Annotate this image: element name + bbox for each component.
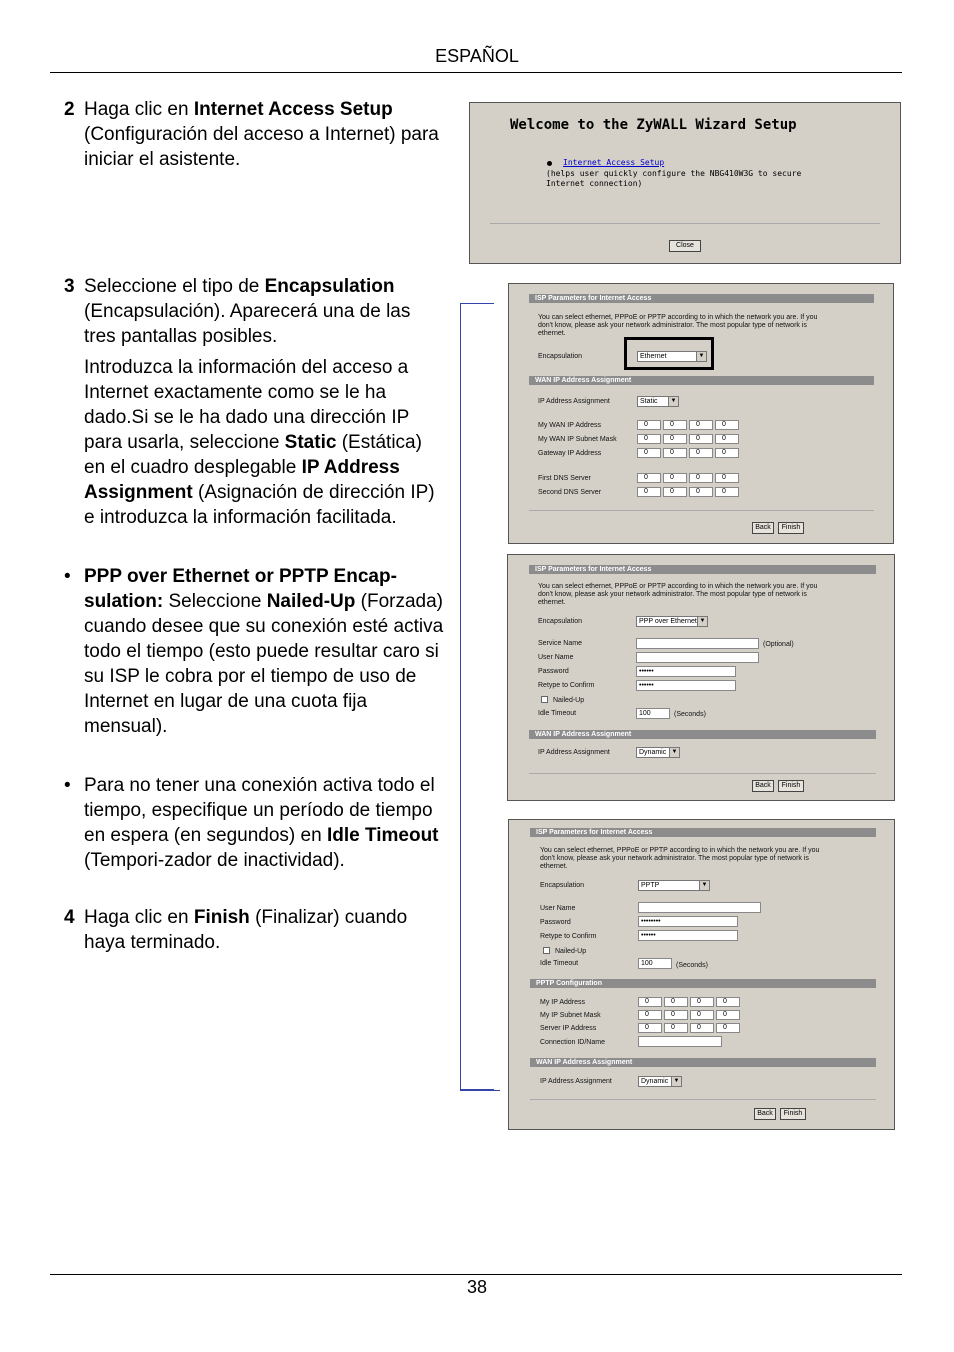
bullet-2-text: Para no tener una conexión activa todo el tiempo, especifique un período de tiempo en espera (en segundos) en Idle Timeout (Tempori-zador de inactividad). [84, 775, 439, 871]
isp-parameters-bar: ISP Parameters for Internet Access [529, 565, 876, 574]
ethernet-encapsulation-screen [508, 283, 894, 544]
page-number: 38 [466, 1277, 488, 1297]
pptp-configuration-bar: PPTP Configuration [530, 979, 876, 988]
seconds-label: (Seconds) [674, 711, 706, 718]
my-ip-label: My IP Address [540, 999, 586, 1006]
my-wan-ip-label: My WAN IP Address [538, 422, 602, 429]
gateway-label: Gateway IP Address [538, 450, 602, 457]
header-rule [50, 72, 902, 73]
password-label: Password [540, 919, 571, 926]
close-button[interactable]: Close [669, 240, 701, 252]
encapsulation-select[interactable]: PPP over Ethernet ▼ [636, 616, 708, 627]
step-2-text: Haga clic en Internet Access Setup (Configuración del acceso a Internet) para iniciar el asistente. [84, 99, 439, 170]
intro-line3: ethernet. [540, 863, 568, 870]
divider [529, 510, 874, 511]
idle-timeout-label: Idle Timeout [538, 710, 577, 717]
chevron-down-icon: ▼ [671, 1077, 681, 1086]
chevron-down-icon: ▼ [669, 748, 679, 757]
back-button[interactable]: Back [752, 780, 774, 792]
connection-id-label: Connection ID/Name [540, 1039, 605, 1046]
retype-label: Retype to Confirm [540, 933, 597, 940]
bullet-2-marker: • [64, 775, 71, 796]
retype-input[interactable]: •••••• [636, 680, 736, 691]
password-label: Password [538, 668, 569, 675]
my-mask-field[interactable]: 0 0 0 0 [638, 1010, 740, 1020]
ip-assignment-select[interactable]: Static ▼ [637, 396, 679, 407]
footer-rule [50, 1274, 902, 1275]
intro-line2: don't know, please ask your network administrator. The most popular type of network is [538, 322, 807, 329]
intro-line1: You can select ethernet, PPPoE or PPTP according to in which the network you are. If you [538, 583, 818, 590]
ip-assignment-label: IP Address Assignment [538, 398, 610, 405]
password-input[interactable]: •••••• [636, 666, 736, 677]
back-button[interactable]: Back [754, 1108, 776, 1120]
user-name-label: User Name [538, 654, 574, 661]
isp-parameters-bar: ISP Parameters for Internet Access [529, 294, 874, 303]
divider [530, 1099, 876, 1100]
gateway-field[interactable]: 0 0 0 0 [637, 448, 739, 458]
internet-access-setup-link[interactable]: Internet Access Setup [563, 158, 665, 167]
wan-ip-bar: WAN IP Address Assignment [529, 376, 874, 385]
first-dns-field[interactable]: 0 0 0 0 [637, 473, 739, 483]
divider [529, 773, 876, 774]
encapsulation-label: Encapsulation [538, 618, 582, 625]
wizard-title: Welcome to the ZyWALL Wizard Setup [510, 117, 797, 133]
seconds-label: (Seconds) [676, 962, 708, 969]
my-wan-mask-label: My WAN IP Subnet Mask [538, 436, 617, 443]
nailed-up-label: Nailed-Up [555, 948, 587, 955]
intro-line3: ethernet. [538, 330, 566, 337]
wan-ip-bar: WAN IP Address Assignment [529, 730, 876, 739]
my-ip-field[interactable]: 0 0 0 0 [638, 997, 740, 1007]
intro-line1: You can select ethernet, PPPoE or PPTP according to in which the network you are. If you [540, 847, 820, 854]
isp-parameters-bar: ISP Parameters for Internet Access [530, 828, 876, 837]
ip-assignment-select[interactable]: Dynamic ▼ [638, 1076, 682, 1087]
optional-label: (Optional) [763, 641, 794, 648]
user-name-label: User Name [540, 905, 576, 912]
bullet-1-text: PPP over Ethernet or PPTP Encap-sulation: Seleccione Nailed-Up (Forzada) cuando desee que su conexión esté activa todo el tiempo (esto puede resultar caro si su ISP le cobra por el tiempo de uso de Internet en lugar de una cuota fija mensual). [84, 566, 444, 737]
password-input[interactable]: •••••••• [638, 916, 738, 927]
wan-ip-bar: WAN IP Address Assignment [530, 1058, 876, 1067]
server-ip-label: Server IP Address [540, 1025, 597, 1032]
chevron-down-icon: ▼ [699, 881, 709, 890]
idle-timeout-input[interactable]: 100 [638, 958, 672, 969]
nailed-up-checkbox[interactable] [541, 696, 548, 703]
intro-line1: You can select ethernet, PPPoE or PPTP according to in which the network you are. If you [538, 314, 818, 321]
retype-input[interactable]: •••••• [638, 930, 738, 941]
pptp-encapsulation-screen [508, 819, 895, 1130]
second-dns-field[interactable]: 0 0 0 0 [637, 487, 739, 497]
connection-id-input[interactable] [638, 1036, 722, 1047]
first-dns-label: First DNS Server [538, 475, 591, 482]
step-4-text: Haga clic en Finish (Finalizar) cuando haya terminado. [84, 907, 408, 953]
nailed-up-checkbox[interactable] [543, 947, 550, 954]
wizard-divider [490, 223, 880, 224]
step-3-text: Seleccione el tipo de Encapsulation (Encapsulación). Aparecerá una de las tres pantallas posibles. [84, 276, 411, 347]
step-4-number: 4 [64, 907, 75, 928]
step-3-paragraph: Introduzca la información del acceso a Internet exactamente como se le ha dado.Si se le ha dado una dirección IP para usarla, seleccione Static (Estática) en el cuadro desplegable IP Address Assignment (Asignación de dirección IP) e introduzca la información facilitada. [84, 357, 435, 528]
user-name-input[interactable] [636, 652, 759, 663]
chevron-down-icon: ▼ [668, 397, 678, 406]
bracket-bottom-tick [460, 1090, 500, 1091]
step-2-number: 2 [64, 99, 75, 120]
bullet-1-marker: • [64, 566, 71, 587]
intro-line2: don't know, please ask your network administrator. The most popular type of network is [540, 855, 809, 862]
service-name-label: Service Name [538, 640, 582, 647]
nailed-up-label: Nailed-Up [553, 697, 585, 704]
service-name-input[interactable] [636, 638, 759, 649]
retype-label: Retype to Confirm [538, 682, 595, 689]
encapsulation-select[interactable]: Ethernet ▼ [637, 351, 707, 362]
wizard-welcome-screen [469, 102, 901, 264]
bullet-dot-icon [547, 161, 552, 166]
ip-assignment-label: IP Address Assignment [540, 1078, 612, 1085]
bracket-connector [460, 303, 494, 1090]
wizard-description-line1: (helps user quickly configure the NBG410W3G to secure [546, 169, 802, 178]
chevron-down-icon: ▼ [697, 617, 707, 626]
my-mask-label: My IP Subnet Mask [540, 1012, 601, 1019]
my-wan-ip-field[interactable]: 0 0 0 0 [637, 420, 739, 430]
idle-timeout-label: Idle Timeout [540, 960, 579, 967]
chevron-down-icon: ▼ [696, 352, 706, 361]
wizard-description-line2: Internet connection) [546, 179, 643, 188]
header-language: ESPAÑOL [435, 46, 519, 66]
finish-button[interactable]: Finish [778, 522, 804, 534]
encapsulation-select[interactable]: PPTP ▼ [638, 880, 710, 891]
finish-button[interactable]: Finish [780, 1108, 806, 1120]
encapsulation-label: Encapsulation [538, 353, 582, 360]
idle-timeout-input[interactable]: 100 [636, 708, 670, 719]
back-button[interactable]: Back [752, 522, 774, 534]
second-dns-label: Second DNS Server [538, 489, 602, 496]
step-3-number: 3 [64, 276, 75, 297]
server-ip-field[interactable]: 0 0 0 0 [638, 1023, 740, 1033]
intro-line3: ethernet. [538, 599, 566, 606]
my-wan-mask-field[interactable]: 0 0 0 0 [637, 434, 739, 444]
ip-assignment-label: IP Address Assignment [538, 749, 610, 756]
encapsulation-label: Encapsulation [540, 882, 584, 889]
finish-button[interactable]: Finish [778, 780, 804, 792]
pppoe-encapsulation-screen [507, 554, 895, 801]
user-name-input[interactable] [638, 902, 761, 913]
intro-line2: don't know, please ask your network administrator. The most popular type of network is [538, 591, 807, 598]
ip-assignment-select[interactable]: Dynamic ▼ [636, 747, 680, 758]
